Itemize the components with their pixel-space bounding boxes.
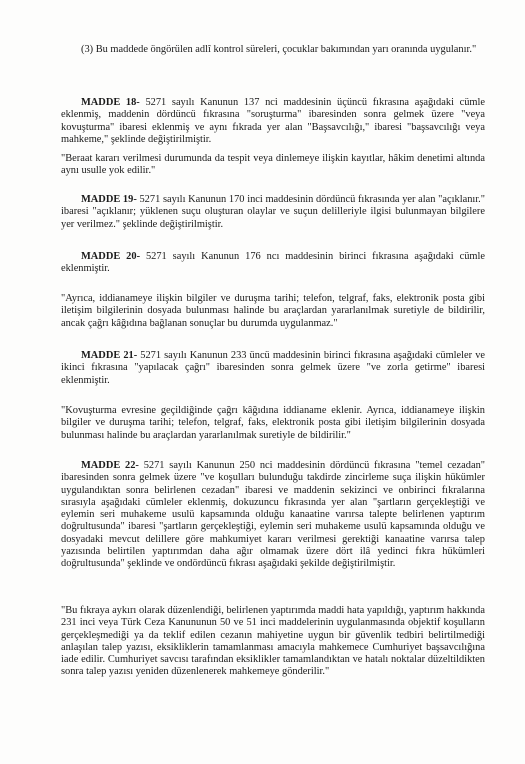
quote-text: "Bu fıkraya aykırı olarak düzenlendiği, belirlenen yaptırımda maddi hata yapıldığı, yaptırım hakkında 231 inci veya Türk Ceza Kanununun 50 ve 51 inci maddelerinin uygulanmasında objektif koşulların gerçekleşmediği ya da teklif edilen cezanın mahiyetine uygun bir güvenlik tedbiri belirtilmediği anlaşılan talep yazısı, eksikliklerin tamamlanması amacıyla mahkemece Cumhuriyet başsavcılığına iade edilir. Cumhuriyet savcısı tarafından eksiklikler tamamlandıktan ve hatalı noktalar düzeltildikten sonra talep yazısı yeniden düzenlenerek mahkemeye gönderilir." [61,605,485,678]
quote-text: "Ayrıca, iddianameye ilişkin bilgiler ve duruşma tarihi; telefon, telgraf, faks, elektronik posta gibi iletişim bilgilerinin dosyada bulunması halinde bu araçlardan yararlanılmak suretiyle de bildirilir, ancak çağrı kâğıdına bağlanan sonuçlar bu durumda uygulanmaz." [61,293,485,329]
article-19 [61,194,485,231]
article-heading: MADDE 19- [81,194,137,205]
quote-text: "Kovuşturma evresine geçildiğinde çağrı kâğıdına iddianame eklenir. Ayrıca, iddianameye ilişkin bilgiler ve duruşma tarihi; telefon, telgraf, faks, elektronik posta gibi iletişim bilgilerinin dosyada bulunması halinde bu araçlardan yararlanılmak suretiyle de bildirilir." [61,405,485,441]
article-text: 5271 sayılı Kanunun 170 inci maddesinin dördüncü fıkrasında yer alan "açıklanır." ibaresi "açıklanır; yüklenen suçu oluşturan olaylar ve suçun delilleriyle ilgisi bulunmayan bilgilere yer verilmez." şeklinde değiştirilmiştir. [61,194,486,230]
article-text: 5271 sayılı Kanunun 176 ncı maddesinin birinci fıkrasına aşağıdaki cümle eklenmiştir. [61,251,485,275]
article-20 [61,251,485,276]
article-text: 5271 sayılı Kanunun 233 üncü maddesinin birinci fıkrasına aşağıdaki cümleler ve ikinci fıkrasına "yapılacak çağrı" ibaresinden sonra gelmek üzere "ve zorla getirme" ibaresi eklenmiştir. [61,350,486,386]
article-text: 5271 sayılı Kanunun 137 nci maddesinin üçüncü fıkrasına aşağıdaki cümle eklenmiş, maddenin dördüncü fıkrasına "soruşturma" ibaresinden sonra gelmek üzere "veya kovuşturma" ibaresi eklenmiş ve aynı fıkrada yer alan "Başsavcılığı," ibaresi "başsavcılığı veya mahkeme," şeklinde değiştirilmiştir. [61,97,486,145]
article-heading: MADDE 21- [81,350,138,361]
article-heading: MADDE 22- [81,460,139,471]
article-heading: MADDE 18- [81,97,140,108]
article-22 [61,460,485,571]
quote-article-20 [61,293,485,330]
article-heading: MADDE 20- [81,251,141,262]
article-18 [61,97,485,146]
article-21 [61,350,485,387]
article-text: 5271 sayılı Kanunun 250 nci maddesinin dördüncü fıkrasına "temel cezadan" ibaresinden sonra gelmek üzere "ve koşulları bulunduğu takdirde zincirleme suça ilişkin hükümler uygulandıktan sonra belirlenen cezadan" ibaresi ve maddenin sekizinci ve onbirinci fıkralarına sırasıyla aşağıdaki cümleler eklenmiş, dokuzuncu fıkrasında yer alan "şartların gerçekleştiği ve eylemin seri muhakeme usulü kapsamında olduğu kanaatine varırsa talepte belirlenen yaptırım doğrultusunda" ibaresi "şartların gerçekleştiği, eylemin seri muhakeme usulü kapsamında olduğu ve dosyadaki mevcut delillere göre mahkumiyet kararı verilmesi gerektiği kanaatine varırsa talep yazısında belirtilen yaptırımdan daha ağır olmamak üzere dört ilâ yedinci fıkra hükümleri doğrultusunda" şeklinde ve ondördüncü fıkrası aşağıdaki şekilde değiştirilmiştir. [61,460,486,570]
quote-text: "Beraat kararı verilmesi durumunda da tespit veya dinlemeye ilişkin kayıtlar, hâkim denetimi altında aynı usulle yok edilir." [61,153,485,177]
paragraph-text: (3) Bu maddede öngörülen adlî kontrol süreleri, çocuklar bakımından yarı oranında uygulanır." [81,44,477,55]
quote-article-18 [61,153,485,178]
quote-article-21 [61,405,485,442]
paragraph-adli-kontrol [61,44,485,56]
quote-article-22 [61,605,485,679]
